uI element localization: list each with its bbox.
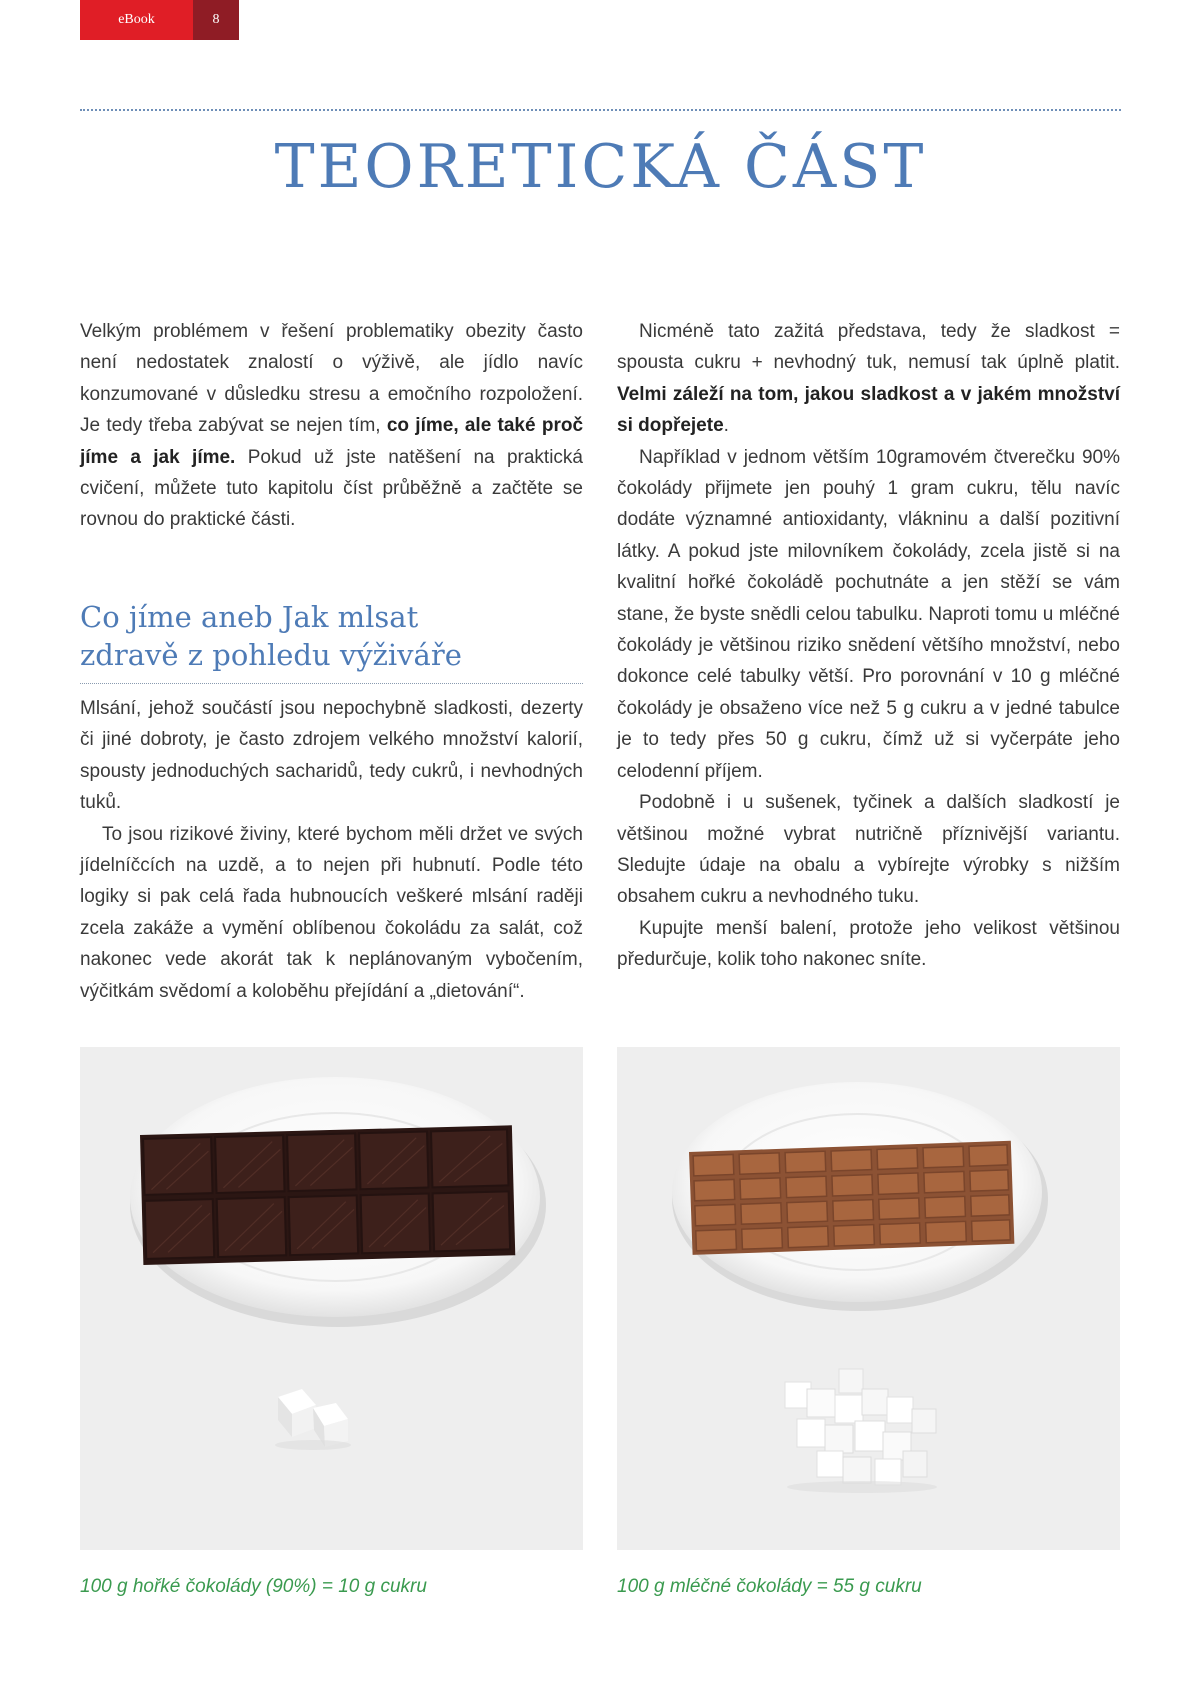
right-paragraph-1	[617, 316, 1120, 442]
section-heading-line-1: Co jíme aneb Jak mlsat	[80, 600, 419, 634]
right-paragraph-4: Kupujte menší balení, protože jeho velikost většinou předurčuje, kolik toho nakonec sníte.	[617, 917, 1120, 971]
section-paragraph-1: Mlsání, jehož součástí jsou nepochybně sladkosti, dezerty či jiné dobroty, je často zdrojem velkého množství kalorií, spousty jednoduchých sacharidů, tedy cukrů, i nevhodných tuků.	[80, 698, 583, 814]
dark-chocolate-caption: 100 g hořké čokolády (90%) = 10 g cukru	[80, 1576, 427, 1597]
right-p1-bold: Velmi záleží na tom, jakou sladkost a v jakém množství si dopřejete	[617, 383, 1120, 437]
ebook-tab	[80, 0, 239, 40]
intro-text-1: Velkým problémem v řešení problematiky obezity často není nedostatek znalostí o výživě, ale jídlo navíc konzumované v důsledku stresu a emočního rozpoložení. Je tedy třeba zabývat se nejen tím,	[80, 321, 583, 437]
ebook-label: eBook	[80, 0, 193, 40]
right-p1-text: Nicméně tato zažitá představa, tedy že sladkost = spousta cukru + nevhodný tuk, nemusí tak úplně platit.	[617, 321, 1120, 374]
page-number: 8	[193, 0, 239, 40]
section-heading	[80, 598, 583, 674]
right-paragraph-2: Například v jednom větším 10gramovém čtverečku 90% čokolády přijmete jen pouhý 1 gram cukru, tělu navíc dodáte významné antioxidanty, vlákninu a další pozitivní látky. A pokud jste milovníkem čokolády, zcela jistě si na kvalitní hořké čokoládě pochutnáte a jen stěží se vám stane, že byste snědli celou tabulku. Naproti tomu u mléčné čokolády je většinou riziko snědení většího množství, nebo dokonce celé tabulky větší. Pro porovnání v 10 g mléčné čokolády je obsaženo více než 5 g cukru a v jedné tabulce je to tedy přes 50 g cukru, čímž už si vyčerpáte jeho celodenní příjem.	[617, 446, 1120, 782]
right-p1-end: .	[723, 415, 729, 437]
dark-chocolate-photo	[80, 1047, 583, 1550]
section-body	[80, 693, 583, 1007]
title-dotted-rule	[80, 109, 1121, 111]
intro-paragraph	[80, 316, 583, 536]
section-paragraph-2: To jsou rizikové živiny, které bychom měli držet ve svých jídelníčcích na uzdě, a to nejen při hubnutí. Podle této logiky si pak celá řada hubnoucích veškeré mlsání raději zcela zakáže a vymění oblíbenou čokoládu za salát, což nakonec vede akorát tak k neplánovaným vybočením, výčitkám svědomí a koloběhu přejídání a „dietování“.	[80, 823, 583, 1002]
section-heading-line-2: zdravě z pohledu výživáře	[80, 638, 462, 672]
right-paragraph-3: Podobně i u sušenek, tyčinek a dalších sladkostí je většinou možné vybrat nutričně příznivější variantu. Sledujte údaje na obalu a vybírejte výrobky s nižším obsahem cukru a nevhodného tuku.	[617, 792, 1120, 908]
right-column	[617, 316, 1120, 976]
milk-chocolate-photo	[617, 1047, 1120, 1550]
milk-chocolate-caption: 100 g mléčné čokolády = 55 g cukru	[617, 1576, 922, 1597]
section-dotted-rule	[80, 683, 583, 684]
intro-text-2: Pokud už jste natěšení na praktická cvičení, můžete tuto kapitolu číst průběžně a začtěte se rovnou do praktické části.	[80, 446, 583, 531]
page-title: TEORETICKÁ ČÁST	[274, 132, 927, 202]
intro-bold: co jíme, ale také proč jíme a jak jíme.	[80, 415, 584, 468]
